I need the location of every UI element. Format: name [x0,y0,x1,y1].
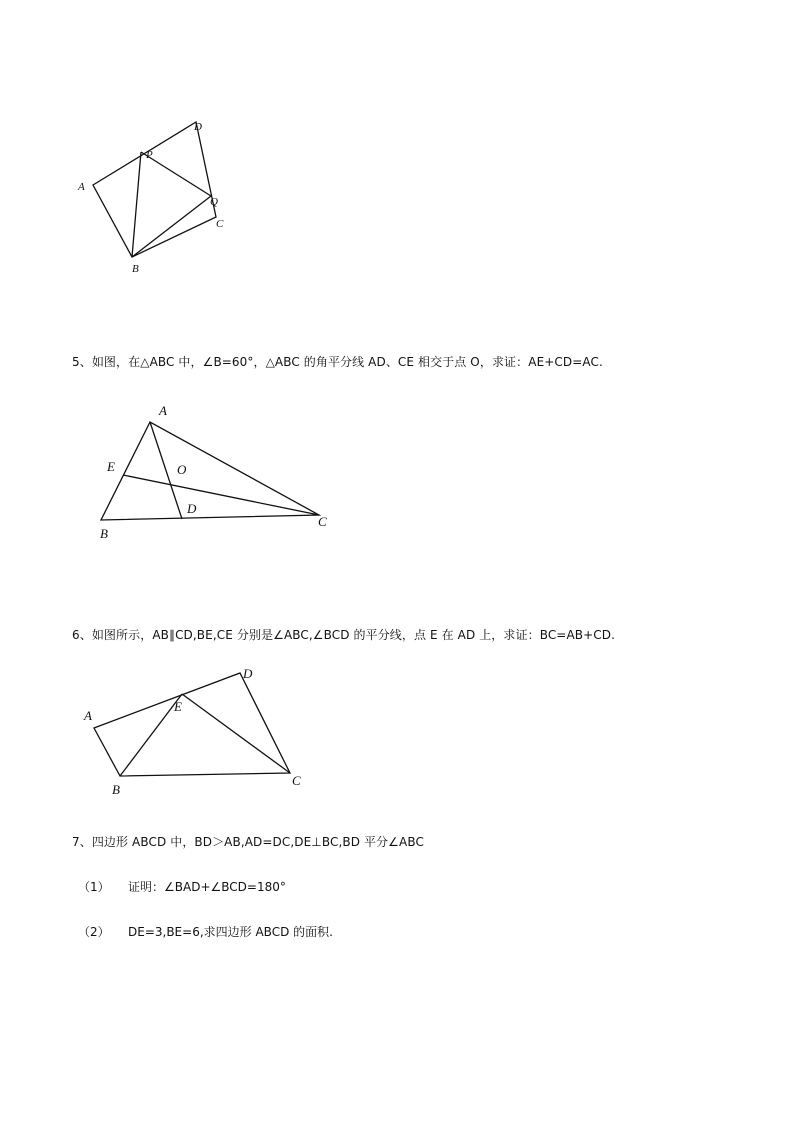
label-b: B [100,526,108,541]
part-text: 证明：∠BAD+∠BCD=180° [128,880,286,894]
question-6-text: 6、如图所示，AB∥CD,BE,CE 分别是∠ABC,∠BCD 的平分线，点 E 在 AD 上，求证：BC=AB+CD. [72,628,615,642]
segment-bp [132,152,141,257]
label-p: P [146,149,153,161]
label-c: C [216,218,224,230]
outer-quadrilateral [93,122,216,257]
part-text: DE=3,BE=6,求四边形 ABCD 的面积. [128,925,333,939]
label-d: D [194,121,202,133]
segment-bq [132,196,211,257]
figure-square-pq [60,110,260,280]
label-c: C [292,773,301,788]
label-q: Q [210,196,218,208]
label-o: O [177,462,187,477]
label-a: A [78,181,85,193]
segment-ce [182,694,290,773]
label-a: A [159,403,167,418]
label-a: A [84,708,92,723]
label-e: E [107,459,115,474]
triangle-abc [101,422,319,520]
label-d: D [187,501,197,516]
label-e: E [174,699,182,714]
label-c: C [318,514,327,529]
question-7-part-2 [78,923,333,940]
quadrilateral-abcd [94,673,290,776]
label-b: B [132,263,139,275]
figure-trapezoid-abcd-e [80,662,320,802]
part-number: （2） [78,925,110,939]
label-b: B [112,782,120,797]
question-5-text: 5、如图，在△ABC 中，∠B=60°，△ABC 的角平分线 AD、CE 相交于点 O，求证：AE+CD=AC. [72,355,603,369]
label-d: D [243,666,253,681]
part-number: （1） [78,880,110,894]
question-7-text: 7、四边形 ABCD 中，BD＞AB,AD=DC,DE⊥BC,BD 平分∠ABC [72,835,424,849]
segment-ce [123,475,319,515]
figure-triangle-abc-o [90,398,350,548]
question-7-part-1 [78,878,286,895]
